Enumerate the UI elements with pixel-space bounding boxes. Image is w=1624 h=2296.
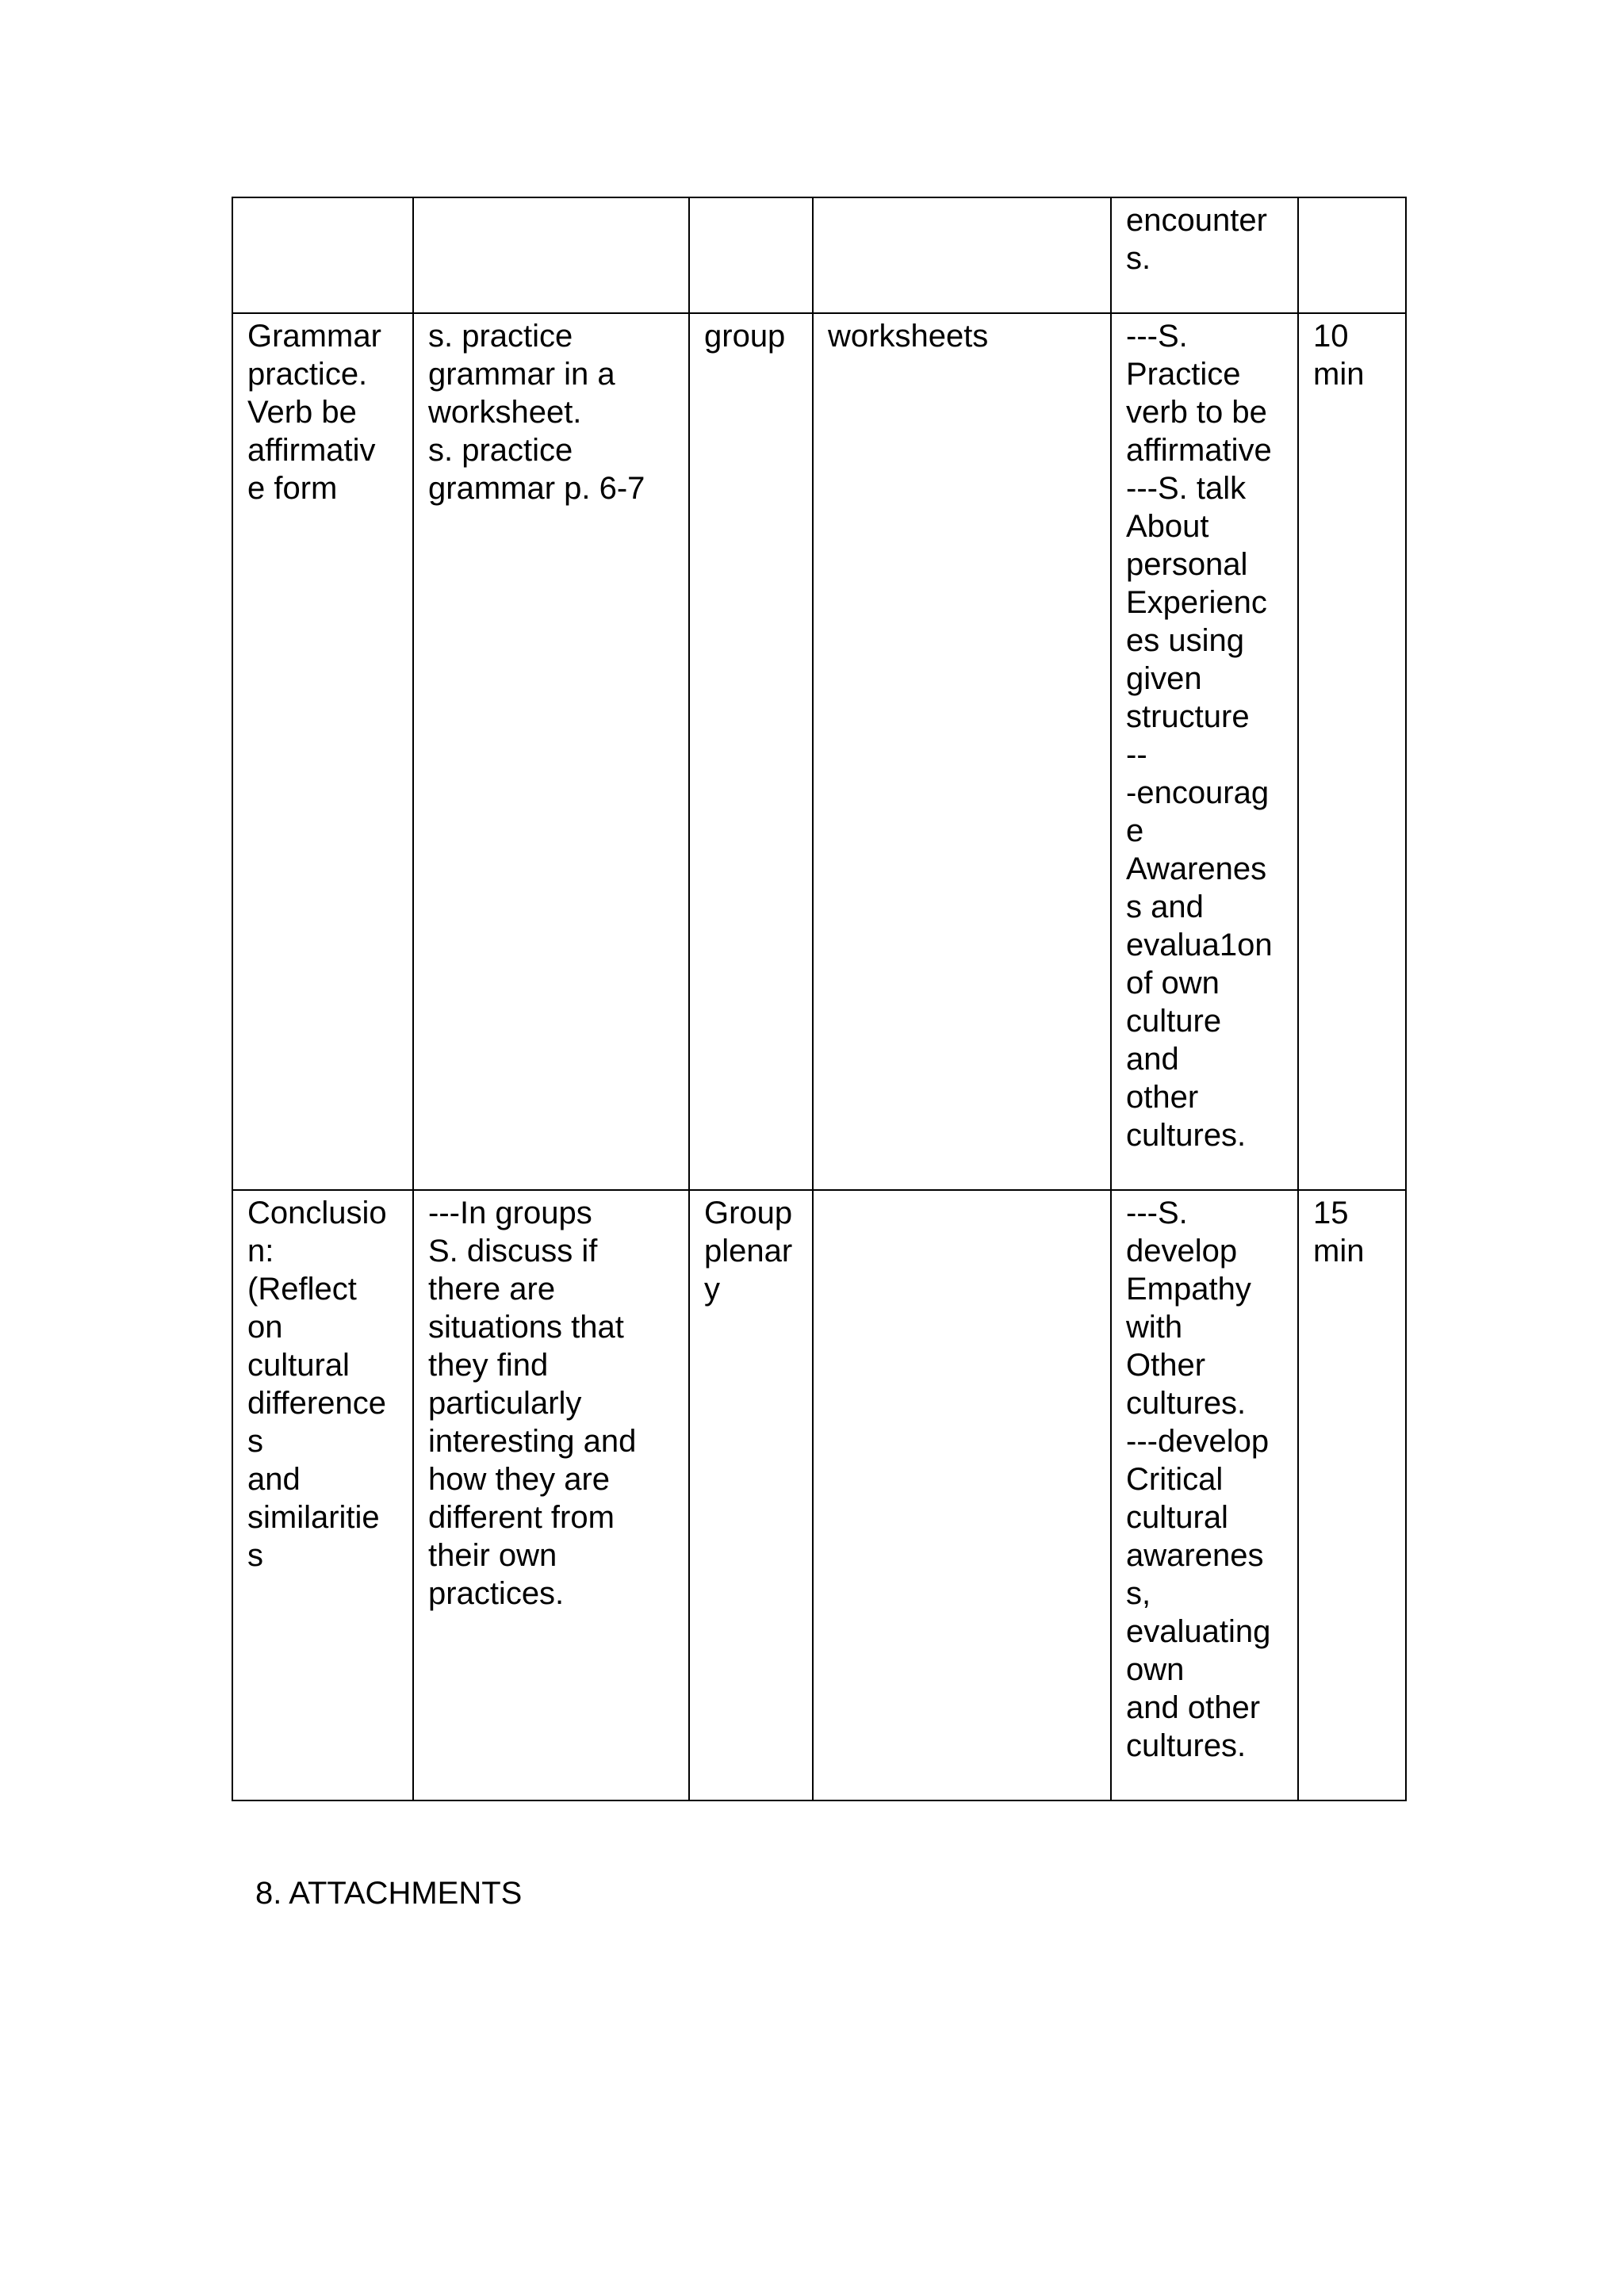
cell-text-line: awarenes	[1126, 1538, 1264, 1573]
table-cell-materials	[813, 313, 1111, 1190]
cell-text-line: cultural	[1126, 1500, 1228, 1535]
cell-text-line: practices.	[428, 1576, 565, 1611]
cell-text-line: difference	[247, 1386, 386, 1421]
cell-text-line: Empathy	[1126, 1272, 1251, 1307]
cell-text-line: particularly	[428, 1386, 582, 1421]
table-row	[232, 313, 1406, 1190]
cell-text-line: Verb be	[247, 395, 357, 430]
cell-text-line: culture	[1126, 1004, 1222, 1039]
cell-text-line: affirmativ	[247, 433, 376, 468]
cell-text-line: affirmative	[1126, 433, 1272, 468]
cell-text-line: cultures.	[1126, 1728, 1247, 1763]
table-cell-aims	[1111, 197, 1298, 313]
cell-text-line: ---S.	[1126, 319, 1188, 354]
cell-text-line: About	[1126, 509, 1209, 544]
cell-text-line: Awarenes	[1126, 851, 1267, 886]
cell-text-line: Group	[704, 1196, 793, 1230]
cell-text-line: Grammar	[247, 319, 381, 354]
cell-text-line: group	[704, 319, 786, 354]
cell-text-line: similaritie	[247, 1500, 380, 1535]
cell-text-line: s	[247, 1424, 263, 1459]
cell-text-line: s.	[1126, 241, 1151, 276]
cell-text-line: on	[247, 1310, 283, 1345]
cell-text-line: s,	[1126, 1576, 1151, 1611]
table-cell-procedure	[413, 1190, 689, 1800]
table-cell-materials	[813, 197, 1111, 313]
table-cell-aims	[1111, 1190, 1298, 1800]
cell-text-line: cultures.	[1126, 1118, 1247, 1153]
cell-text-line: of own	[1126, 966, 1220, 1001]
cell-text-line: situations that	[428, 1310, 624, 1345]
cell-text-line: with	[1126, 1310, 1183, 1345]
table-row	[232, 1190, 1406, 1800]
cell-text-line: e form	[247, 471, 338, 506]
cell-text-line: s	[247, 1538, 263, 1573]
cell-text-line: Other	[1126, 1348, 1206, 1383]
cell-text-line: develop	[1126, 1234, 1238, 1269]
cell-text-line: 10	[1313, 319, 1349, 354]
cell-text-line: s. practice	[428, 319, 573, 354]
table-cell-time	[1298, 1190, 1406, 1800]
cell-text-line: min	[1313, 1234, 1365, 1269]
cell-text-line: verb to be	[1126, 395, 1267, 430]
cell-text-line: ---develop	[1126, 1424, 1270, 1459]
cell-text-line: Critical	[1126, 1462, 1224, 1497]
cell-text-line: -encourag	[1126, 775, 1270, 810]
table-cell-time	[1298, 313, 1406, 1190]
cell-text-line: cultures.	[1126, 1386, 1247, 1421]
table-cell-stage	[232, 313, 413, 1190]
table-cell-procedure	[413, 197, 689, 313]
cell-text-line: encounter	[1126, 203, 1267, 238]
cell-text-line: e	[1126, 813, 1144, 848]
table-cell-stage	[232, 197, 413, 313]
table-cell-time	[1298, 197, 1406, 313]
lesson-plan-table	[232, 197, 1407, 1801]
cell-text-line: other	[1126, 1080, 1199, 1115]
cell-text-line: es using	[1126, 623, 1244, 658]
cell-text-line: Experienc	[1126, 585, 1267, 620]
cell-text-line: there are	[428, 1272, 556, 1307]
cell-text-line: own	[1126, 1652, 1185, 1687]
table-cell-interaction	[689, 313, 813, 1190]
cell-text-line: and	[1126, 1042, 1179, 1077]
cell-text-line: worksheet.	[428, 395, 582, 430]
cell-text-line: given	[1126, 661, 1202, 696]
table-cell-materials	[813, 1190, 1111, 1800]
section-heading-attachments: 8. ATTACHMENTS	[255, 1876, 523, 1911]
cell-text-line: ---S. talk	[1126, 471, 1247, 506]
cell-text-line: and	[247, 1462, 301, 1497]
cell-text-line: different from	[428, 1500, 615, 1535]
cell-text-line: n:	[247, 1234, 274, 1269]
cell-text-line: (Reflect	[247, 1272, 357, 1307]
cell-text-line: grammar p. 6-7	[428, 471, 645, 506]
cell-text-line: Conclusio	[247, 1196, 387, 1230]
cell-text-line: their own	[428, 1538, 557, 1573]
cell-text-line: cultural	[247, 1348, 350, 1383]
cell-text-line: s and	[1126, 890, 1204, 924]
table-cell-stage	[232, 1190, 413, 1800]
cell-text-line: 15	[1313, 1196, 1349, 1230]
table-cell-interaction	[689, 1190, 813, 1800]
table-cell-procedure	[413, 313, 689, 1190]
cell-text-line: s. practice	[428, 433, 573, 468]
cell-text-line: ---S.	[1126, 1196, 1188, 1230]
cell-text-line: and other	[1126, 1690, 1261, 1725]
cell-text-line: min	[1313, 357, 1365, 392]
cell-text-line: how they are	[428, 1462, 611, 1497]
table-cell-interaction	[689, 197, 813, 313]
cell-text-line: ---In groups	[428, 1196, 592, 1230]
cell-text-line: evalua1on	[1126, 928, 1273, 962]
cell-text-line: --	[1126, 737, 1147, 772]
cell-text-line: y	[704, 1272, 720, 1307]
cell-text-line: interesting and	[428, 1424, 637, 1459]
cell-text-line: grammar in a	[428, 357, 615, 392]
cell-text-line: S. discuss if	[428, 1234, 598, 1269]
cell-text-line: evaluating	[1126, 1614, 1271, 1649]
cell-text-line: Practice	[1126, 357, 1241, 392]
cell-text-line: personal	[1126, 547, 1248, 582]
table-cell-aims	[1111, 313, 1298, 1190]
cell-text-line: plenar	[704, 1234, 793, 1269]
cell-text-line: they find	[428, 1348, 549, 1383]
cell-text-line: worksheets	[828, 319, 989, 354]
cell-text-line: structure	[1126, 699, 1250, 734]
cell-text-line: practice.	[247, 357, 368, 392]
table-row	[232, 197, 1406, 313]
